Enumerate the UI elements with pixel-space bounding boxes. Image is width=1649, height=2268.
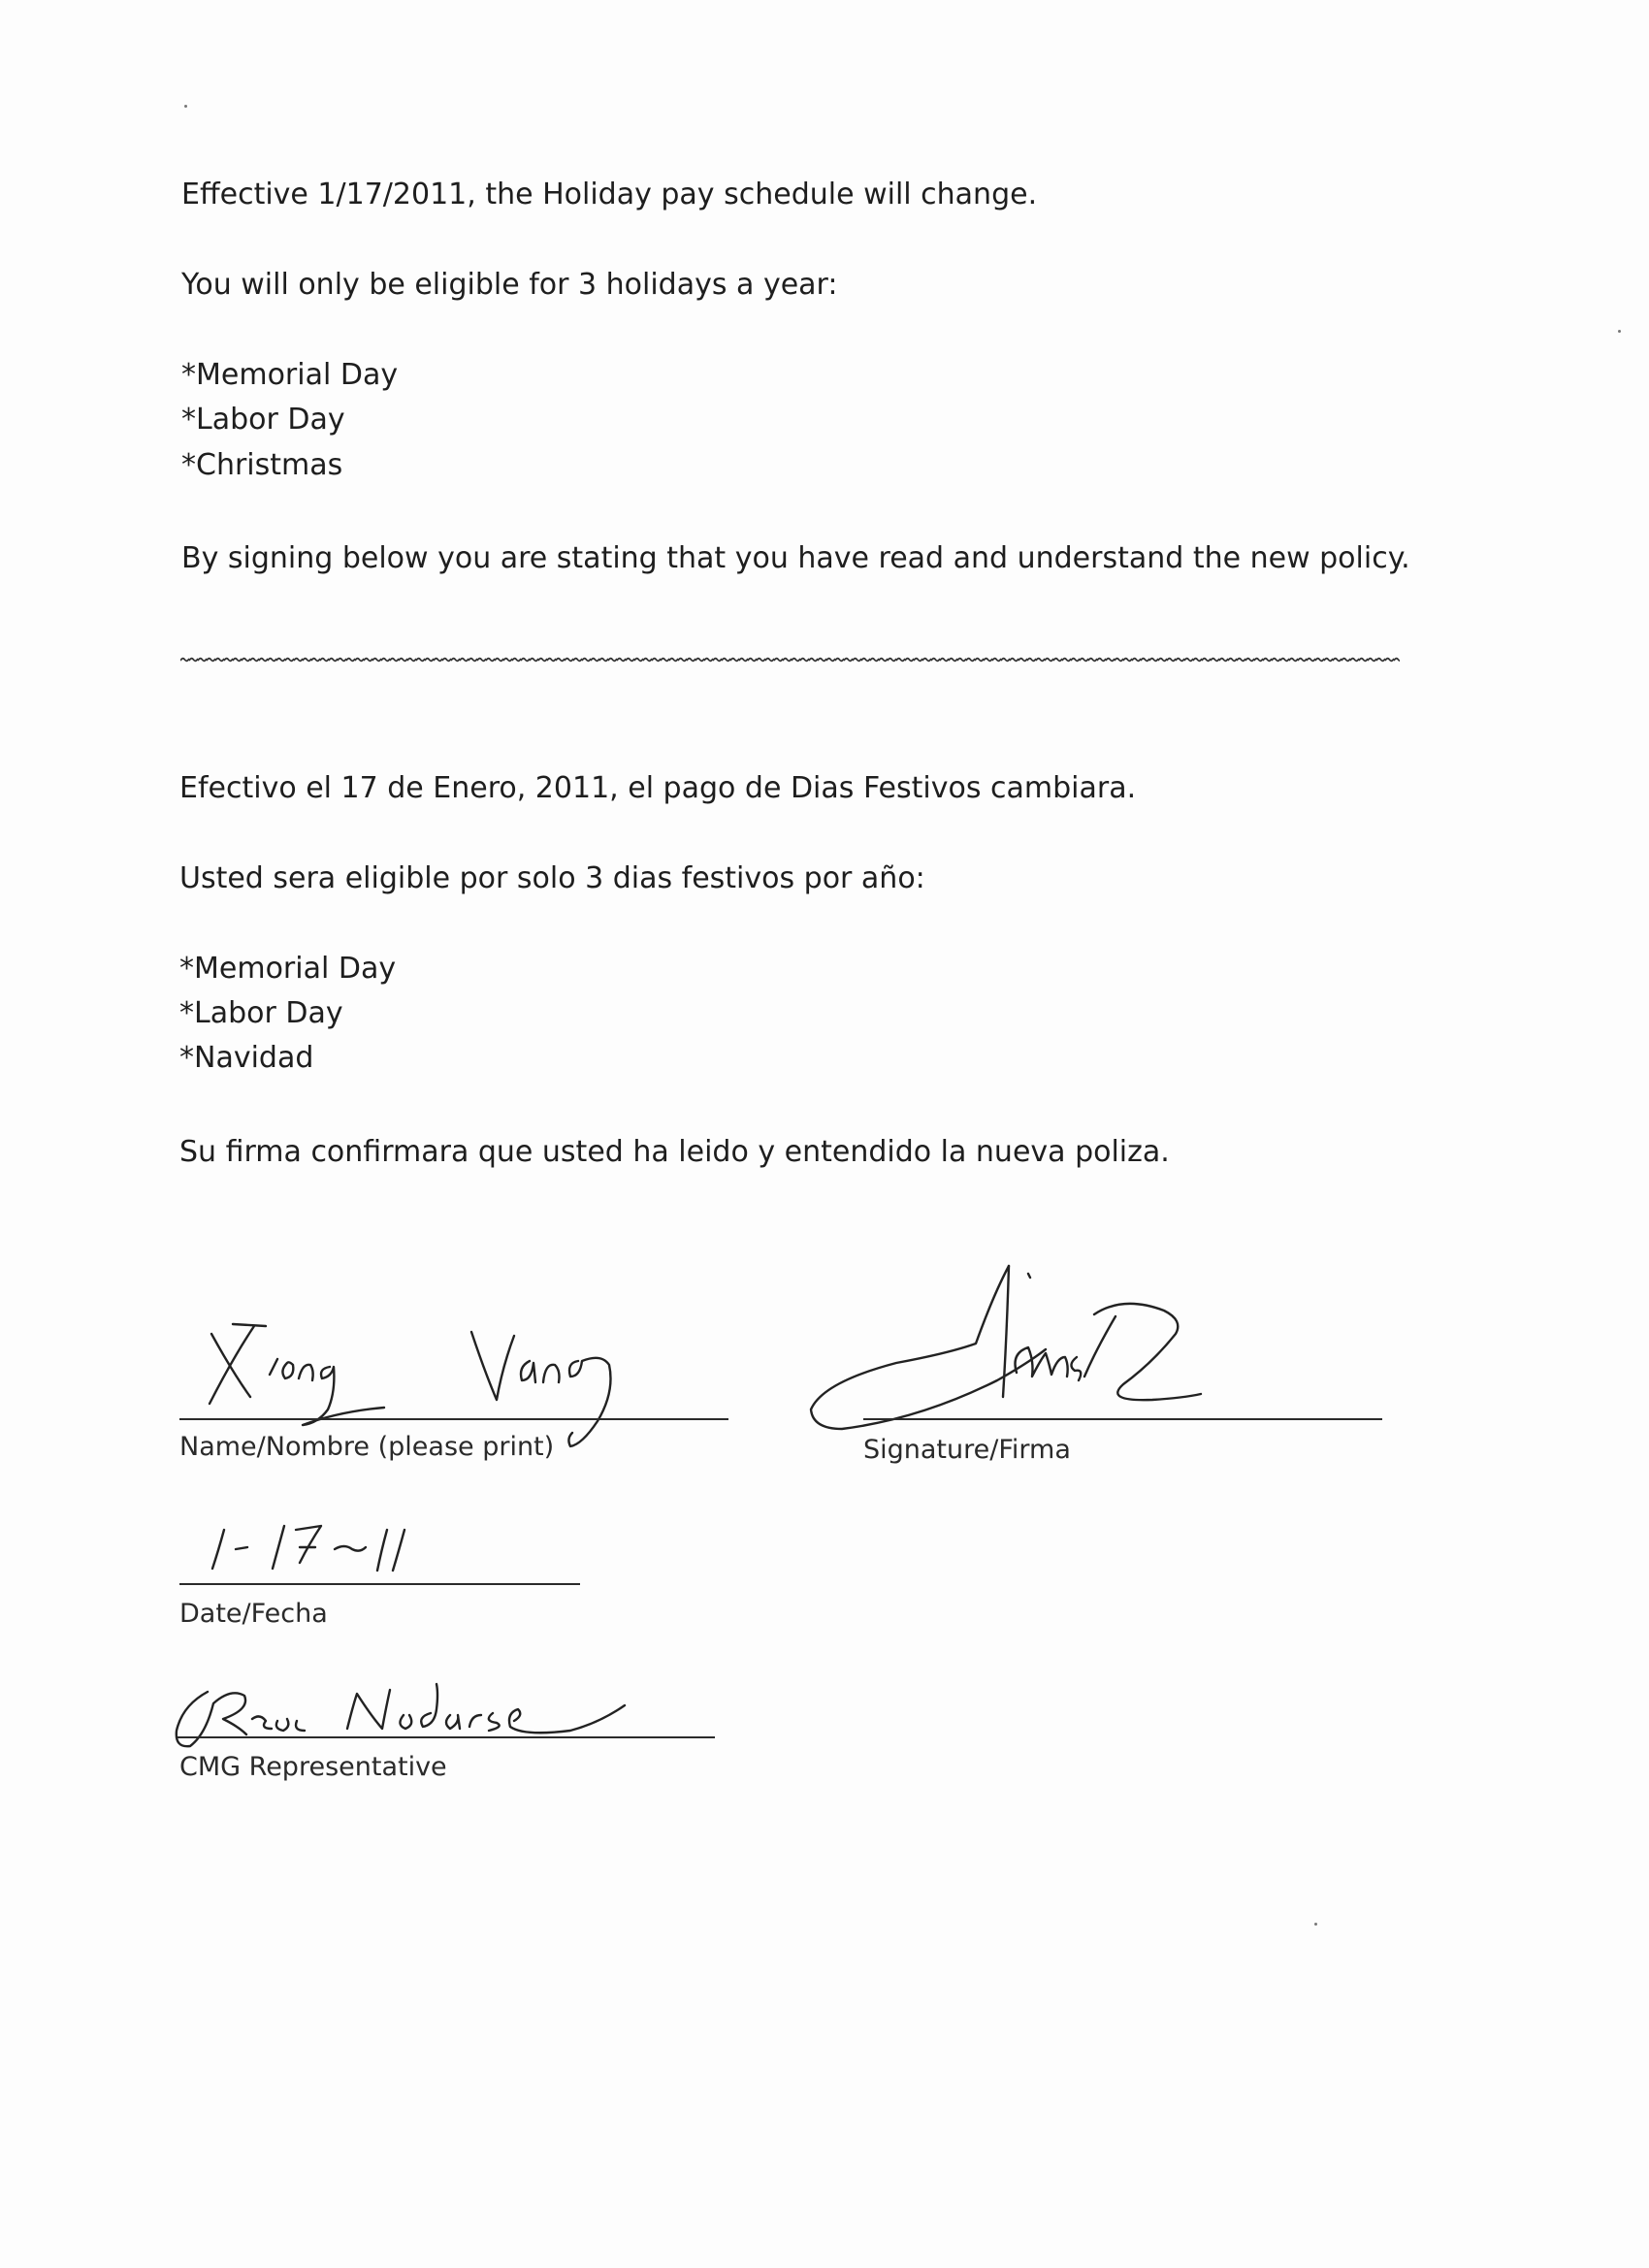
date-label: Date/Fecha [179, 1599, 328, 1629]
english-holiday-item: *Christmas [181, 448, 343, 482]
scan-speck [184, 105, 187, 108]
english-holiday-item: *Labor Day [181, 403, 345, 437]
date-underline [179, 1583, 580, 1585]
english-holiday-item: *Memorial Day [181, 358, 399, 392]
separator-wave [180, 651, 1400, 668]
english-effective-line: Effective 1/17/2011, the Holiday pay schedule will change. [181, 178, 1038, 211]
scan-speck [1314, 1923, 1317, 1926]
english-eligibility-line: You will only be eligible for 3 holidays a year: [181, 268, 838, 302]
separator-line [180, 651, 1400, 668]
spanish-holiday-item: *Labor Day [179, 996, 343, 1030]
representative-underline [178, 1736, 715, 1738]
english-acknowledgement: By signing below you are stating that you have read and understand the new policy. [181, 541, 1410, 575]
handwritten-date [199, 1508, 470, 1586]
name-label: Name/Nombre (please print) [179, 1432, 555, 1462]
handwritten-printed-name [194, 1314, 640, 1450]
spanish-holiday-item: *Memorial Day [179, 952, 397, 986]
name-underline [179, 1418, 728, 1420]
scan-speck [1618, 330, 1621, 333]
signature-label: Signature/Firma [863, 1435, 1071, 1465]
spanish-eligibility-line: Usted sera eligible por solo 3 dias festivos por año: [179, 861, 925, 895]
spanish-acknowledgement: Su firma confirmara que usted ha leido y entendido la nueva poliza. [179, 1135, 1170, 1169]
signature-underline [863, 1418, 1382, 1420]
spanish-holiday-item: *Navidad [179, 1041, 314, 1075]
spanish-effective-line: Efectivo el 17 de Enero, 2011, el pago de Dias Festivos cambiara. [179, 771, 1137, 805]
representative-label: CMG Representative [179, 1752, 447, 1782]
